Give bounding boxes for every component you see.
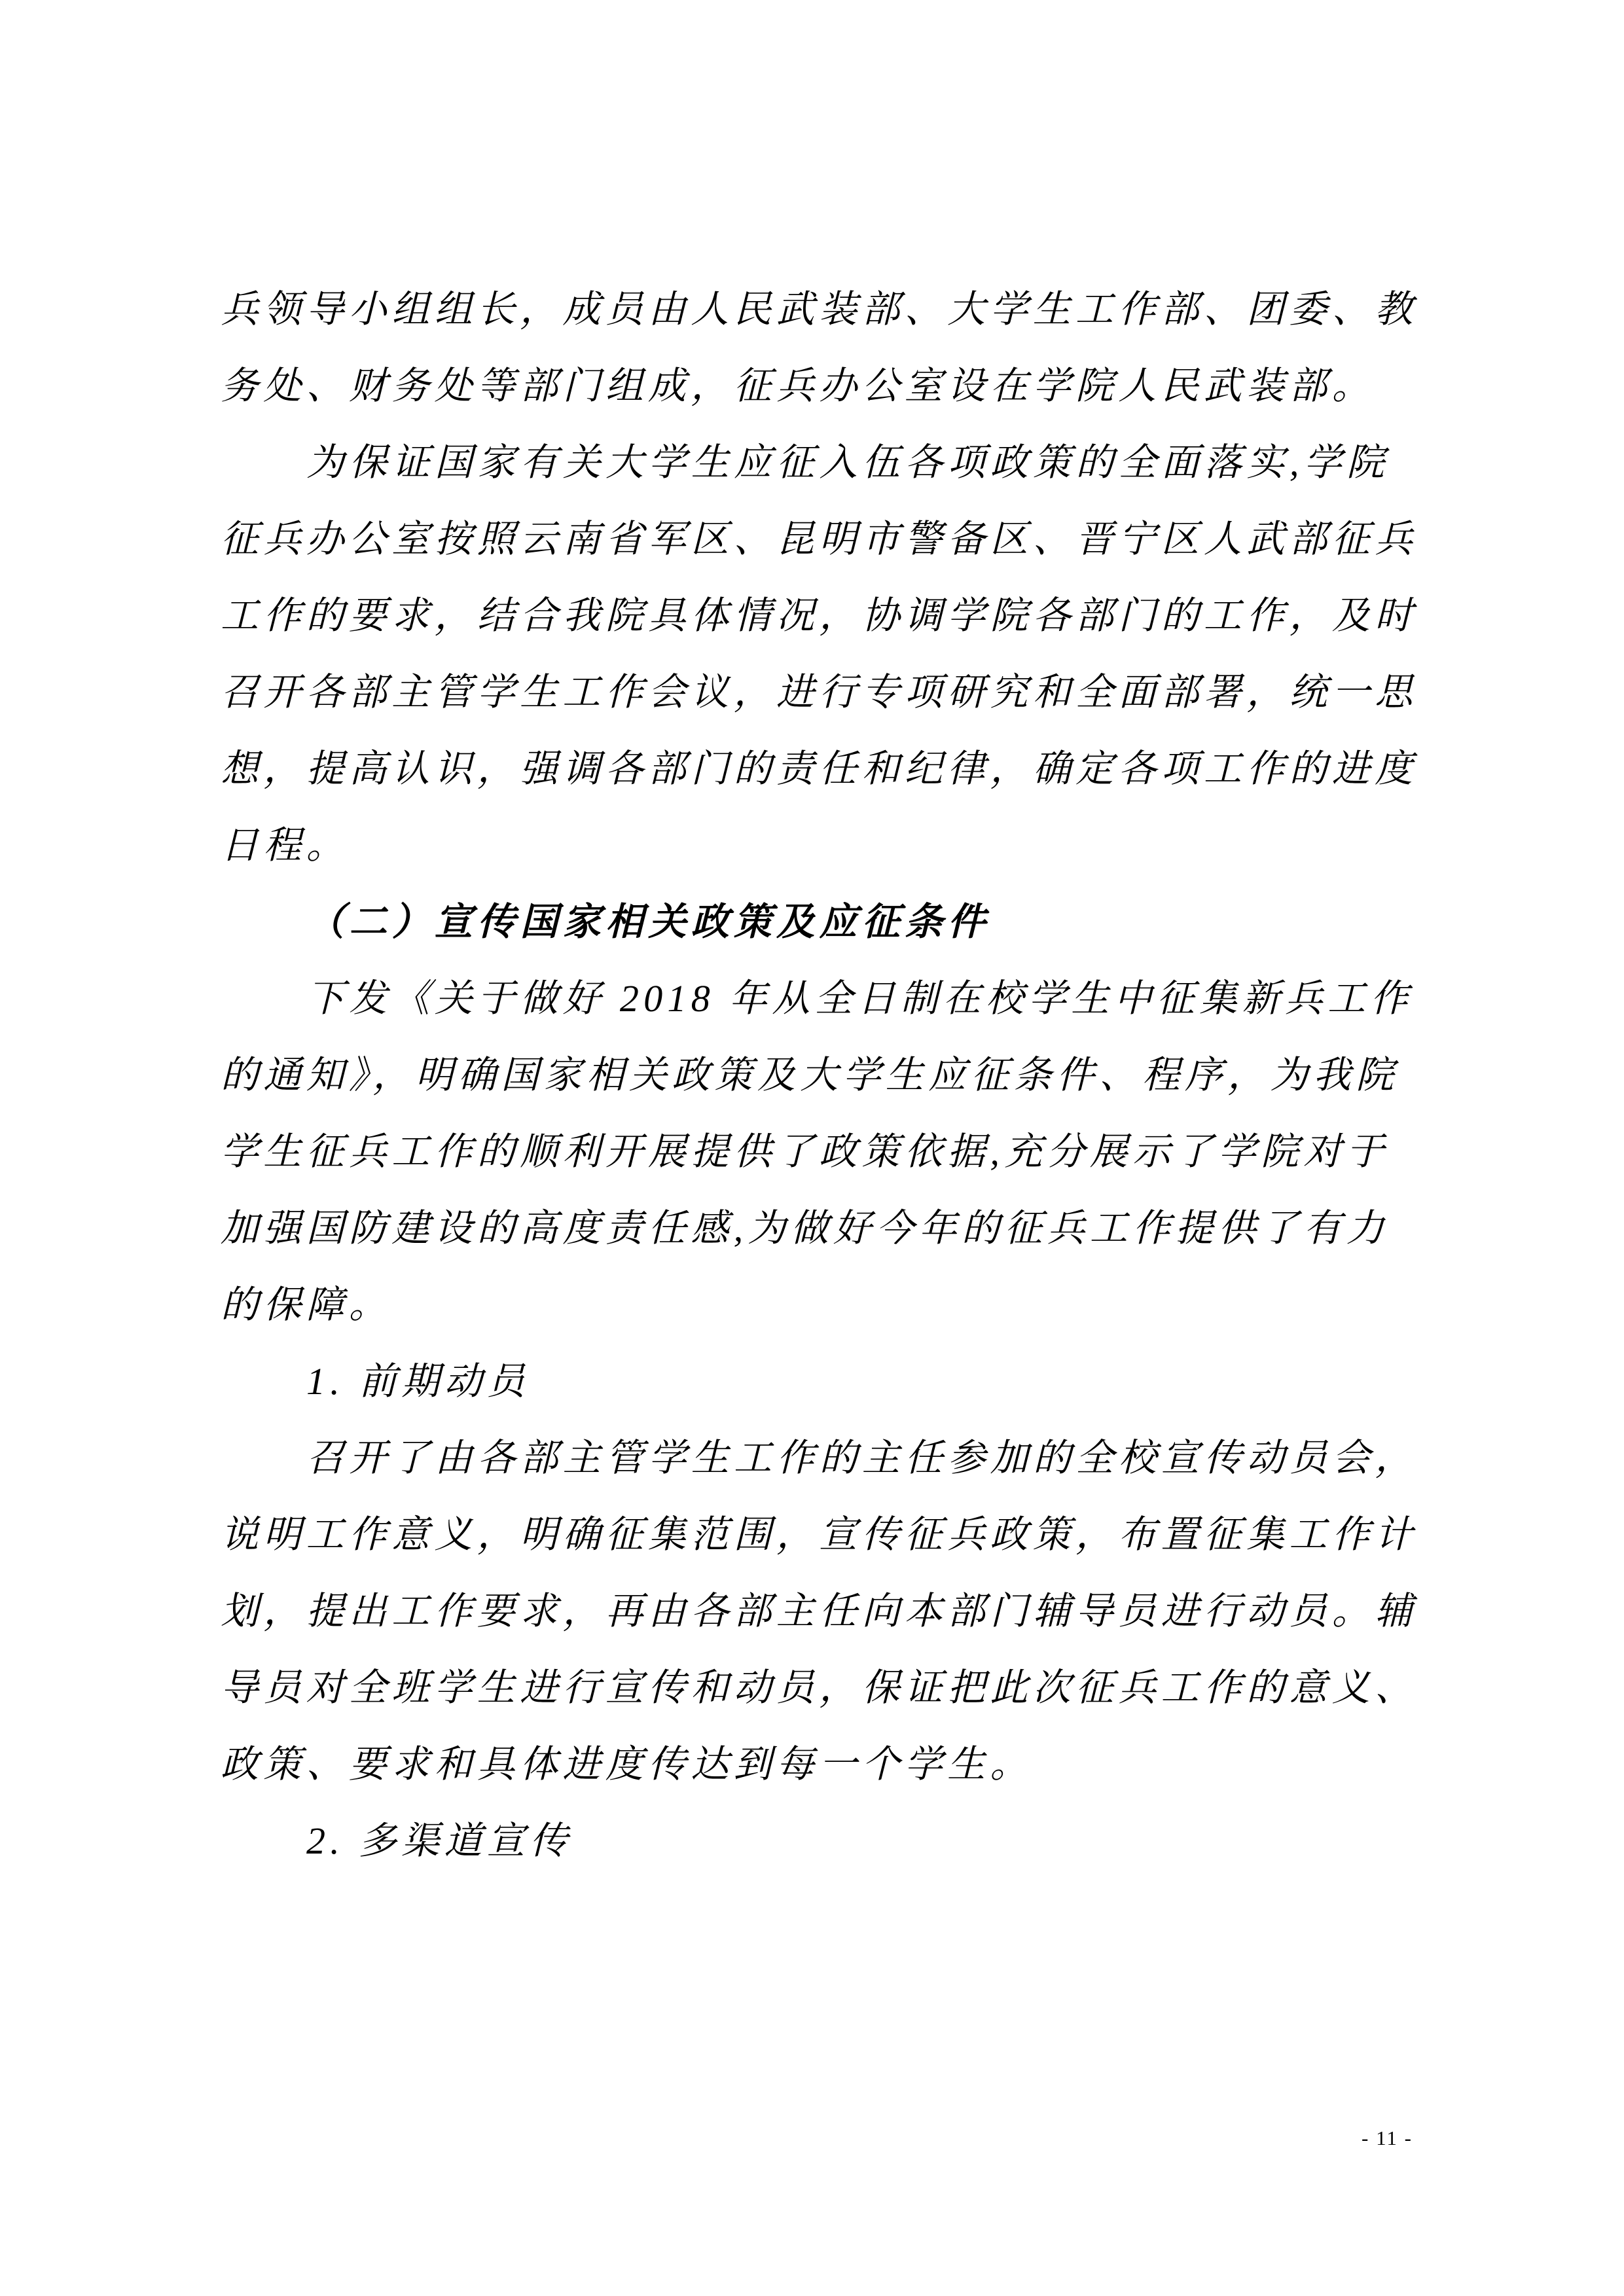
document-body <box>221 271 1425 1879</box>
text-line: 的通知》，明确国家相关政策及大学生应征条件、程序，为我院 <box>221 1054 1399 1096</box>
text-line: 政策、要求和具体进度传达到每一个学生。 <box>221 1743 1033 1785</box>
text-line: 想，提高认识，强调各部门的责任和纪律，确定各项工作的进度 <box>221 747 1418 790</box>
section-heading: （二）宣传国家相关政策及应征条件 <box>306 901 990 943</box>
text-line: 日程。 <box>221 824 349 867</box>
text-line: 学生征兵工作的顺利开展提供了政策依据,充分展示了学院对于 <box>221 1130 1389 1173</box>
numbered-subheading: 1. 前期动员 <box>306 1360 530 1403</box>
text-line: 的保障。 <box>221 1283 392 1326</box>
text-line: 划，提出工作要求，再由各部主任向本部门辅导员进行动员。辅 <box>221 1590 1418 1632</box>
text-line: 召开各部主管学生工作会议，进行专项研究和全面部署，统一思 <box>221 671 1418 713</box>
numbered-subheading: 2. 多渠道宣传 <box>306 1820 573 1862</box>
text-line: 工作的要求，结合我院具体情况，协调学院各部门的工作，及时 <box>221 594 1418 637</box>
text-line: 导员对全班学生进行宣传和动员，保证把此次征兵工作的意义、 <box>221 1666 1418 1709</box>
text-line: 下发《关于做好 2018 年从全日制在校学生中征集新兵工作 <box>306 977 1413 1020</box>
text-line: 说明工作意义，明确征集范围，宣传征兵政策，布置征集工作计 <box>221 1513 1418 1556</box>
text-line: 务处、财务处等部门组成，征兵办公室设在学院人民武装部。 <box>221 365 1375 407</box>
text-line: 召开了由各部主管学生工作的主任参加的全校宣传动员会， <box>306 1437 1418 1479</box>
text-line: 为保证国家有关大学生应征入伍各项政策的全面落实,学院 <box>306 441 1390 484</box>
page-number: - 11 - <box>1362 2126 1413 2149</box>
text-line: 征兵办公室按照云南省军区、昆明市警备区、晋宁区人武部征兵 <box>221 518 1418 560</box>
text-line: 兵领导小组组长，成员由人民武装部、大学生工作部、团委、教 <box>221 288 1418 331</box>
text-line: 加强国防建设的高度责任感,为做好今年的征兵工作提供了有力 <box>221 1207 1389 1249</box>
